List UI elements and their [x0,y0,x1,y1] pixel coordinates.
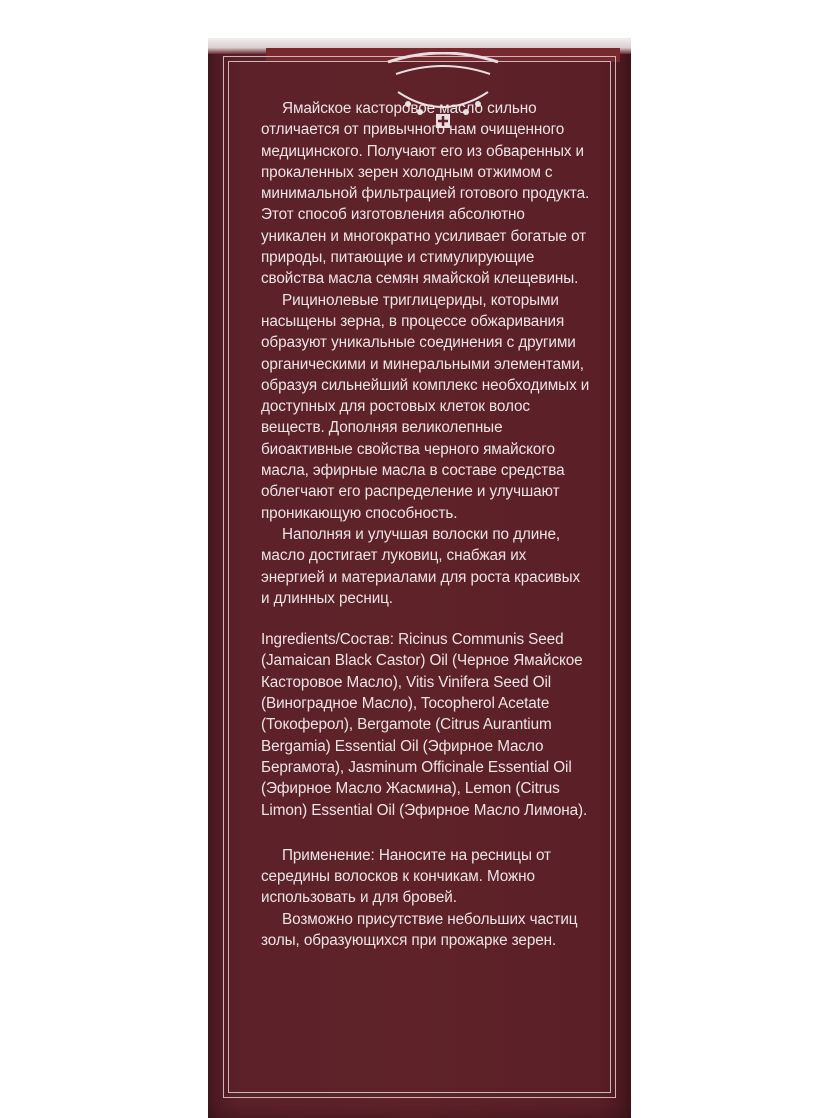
paragraph-effect: Наполняя и улучшая волоски по длине, масло достигает луковиц, снабжая их энергией и материалами для роста красивых и длинных ресниц. [261,525,581,607]
ingredients-text: Ingredients/Состав: Ricinus Communis Seed (Jamaican Black Castor) Oil (Черное Ямайское Касторовое Масло), Vitis Vinifera Seed Oil (Виноградное Масло), Tocopherol Acetate (Токоферол), Bergamote (Citrus Aurantium Bergamia) Essential Oil (Эфирное Масло Бергамота), Jasminum Officinale Essential Oil (Эфирное Масло Жасмина), Lemon (Citrus Limon) Essential Oil (Эфирное Масло Лимона). [261,631,588,819]
usage-text: Применение: Наносите на ресницы от середины волосков к кончикам. Можно использовать и для бровей. [261,846,551,907]
note-text: Возможно присутствие небольших частиц золы, образующихся при прожарке зерен. [261,910,578,949]
paragraph-description: Ямайское касторовое масло сильно отличается от привычного нам очищенного медицинского. Получают его из обваренных и прокаленных зерен холодным отжимом с минимальной фильтрацией готового продукта. Этот способ изготовления абсолютно уникален и многократно усиливает богатые от природы, питающие и стимулирующие свойства масла семян ямайской клещевины. [261,100,590,288]
paragraph-composition: Рицинолевые триглицериды, которыми насыщены зерна, в процессе обжаривания образуют уникальные соединения с другими органическими и минеральными элементами, образуя сильнейший комплекс необходимых и доступных для ростовых клеток волос веществ. Дополняя великолепные биоактивные свойства черного ямайского масла, эфирные масла в составе средства облегчают его распределение и улучшают проникающую способность. [261,291,590,522]
product-box [208,38,631,1118]
description-text-block [261,98,591,951]
